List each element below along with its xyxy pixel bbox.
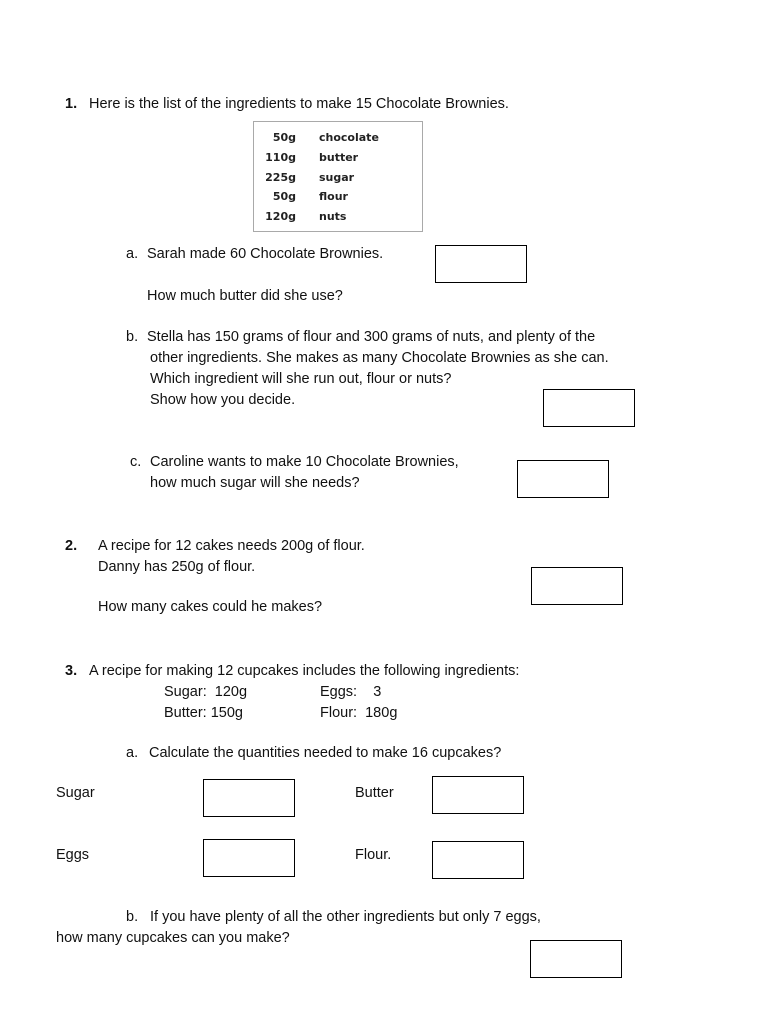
answer-box-1a[interactable] bbox=[435, 245, 527, 283]
question-1c-line1: Caroline wants to make 10 Chocolate Brownies, bbox=[150, 454, 459, 470]
ingredient-row bbox=[254, 171, 422, 187]
answer-box-sugar[interactable] bbox=[203, 779, 295, 817]
ingredient-row bbox=[254, 151, 422, 167]
ingredient-amount: 120g bbox=[265, 210, 296, 223]
question-1c-letter: c. bbox=[130, 454, 142, 470]
ingredient-name: nuts bbox=[319, 210, 347, 223]
question-1a-letter: a. bbox=[126, 246, 139, 262]
recipe-flour: Flour: 180g bbox=[320, 705, 398, 721]
label-eggs: Eggs bbox=[56, 847, 90, 863]
question-2-line1: A recipe for 12 cakes needs 200g of flour. bbox=[98, 538, 365, 554]
question-3b-line1: If you have plenty of all the other ingredients but only 7 eggs, bbox=[150, 909, 541, 925]
ingredient-row bbox=[254, 210, 422, 226]
recipe-sugar: Sugar: 120g bbox=[164, 684, 248, 700]
answer-box-2[interactable] bbox=[531, 567, 623, 605]
question-3a-text: Calculate the quantities needed to make 16 cupcakes? bbox=[149, 745, 502, 761]
ingredient-amount: 225g bbox=[265, 171, 296, 184]
answer-box-eggs[interactable] bbox=[203, 839, 295, 877]
question-3b-letter: b. bbox=[126, 909, 139, 925]
ingredient-row bbox=[254, 190, 422, 206]
question-1b-line3: Which ingredient will she run out, flour or nuts? bbox=[150, 371, 452, 387]
recipe-eggs: Eggs: 3 bbox=[320, 684, 382, 700]
answer-box-butter[interactable] bbox=[432, 776, 524, 814]
question-2-line2: Danny has 250g of flour. bbox=[98, 559, 256, 575]
ingredients-table bbox=[253, 121, 423, 232]
question-1-text: Here is the list of the ingredients to make 15 Chocolate Brownies. bbox=[89, 96, 509, 112]
question-2-line3: How many cakes could he makes? bbox=[98, 599, 323, 615]
question-1b-letter: b. bbox=[126, 329, 139, 345]
question-1b-line4: Show how you decide. bbox=[150, 392, 296, 408]
ingredient-name: butter bbox=[319, 151, 359, 164]
question-3b-line2: how many cupcakes can you make? bbox=[56, 930, 290, 946]
answer-box-1b[interactable] bbox=[543, 389, 635, 427]
label-sugar: Sugar bbox=[56, 785, 95, 801]
label-flour: Flour. bbox=[355, 847, 392, 863]
question-1c-line2: how much sugar will she needs? bbox=[150, 475, 360, 491]
question-1b-line2: other ingredients. She makes as many Chocolate Brownies as she can. bbox=[150, 350, 609, 366]
question-1a-line1: Sarah made 60 Chocolate Brownies. bbox=[147, 246, 384, 262]
question-2-number: 2. bbox=[65, 538, 78, 554]
question-1b-line1: Stella has 150 grams of flour and 300 grams of nuts, and plenty of the bbox=[147, 329, 596, 345]
answer-box-flour[interactable] bbox=[432, 841, 524, 879]
ingredient-amount: 110g bbox=[265, 151, 296, 164]
ingredient-name: sugar bbox=[319, 171, 355, 184]
recipe-butter: Butter: 150g bbox=[164, 705, 243, 721]
answer-box-1c[interactable] bbox=[517, 460, 609, 498]
label-butter: Butter bbox=[355, 785, 394, 801]
question-3a-letter: a. bbox=[126, 745, 139, 761]
ingredient-amount: 50g bbox=[272, 190, 296, 203]
ingredient-name: flour bbox=[319, 190, 348, 203]
question-3-number: 3. bbox=[65, 663, 78, 679]
answer-box-3b[interactable] bbox=[530, 940, 622, 978]
question-1-number: 1. bbox=[65, 96, 78, 112]
ingredient-amount: 50g bbox=[272, 131, 296, 144]
question-1a-line2: How much butter did she use? bbox=[147, 288, 343, 304]
question-3-text: A recipe for making 12 cupcakes includes the following ingredients: bbox=[89, 663, 520, 679]
ingredient-row bbox=[254, 131, 422, 147]
ingredient-name: chocolate bbox=[319, 131, 379, 144]
